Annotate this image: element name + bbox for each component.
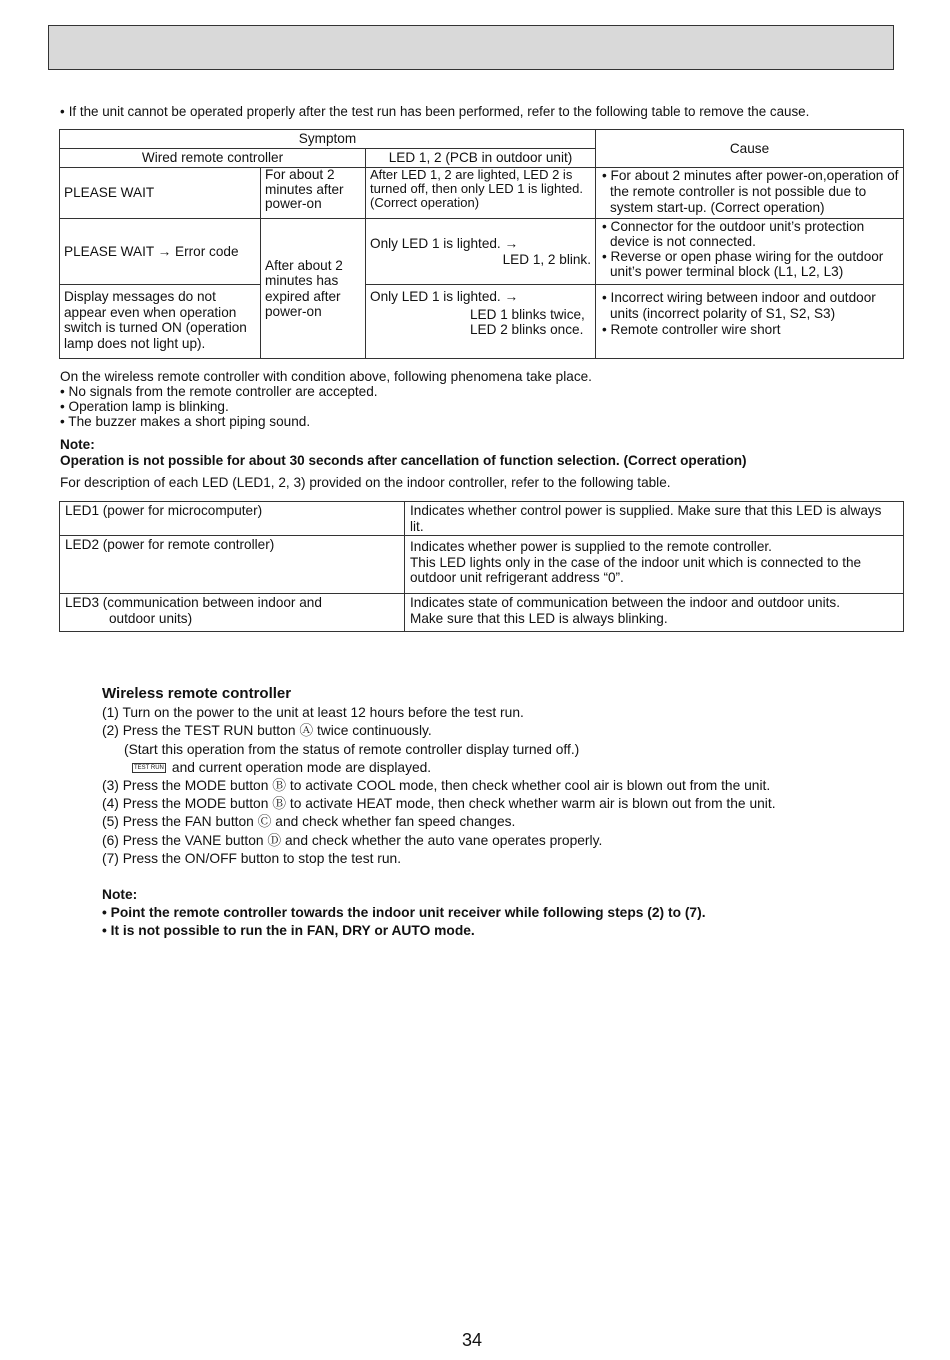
row1-led: After LED 1, 2 are lighted, LED 2 is turned off, then only LED 1 is lighted. (Correct operation) xyxy=(366,168,596,219)
step-1: (1) Turn on the power to the unit at least 12 hours before the test run. xyxy=(102,705,524,721)
row3-cause: • Incorrect wiring between indoor and outdoor units (incorrect polarity of S1, S2, S3) • Remote controller wire short xyxy=(596,285,904,359)
led3-name: LED3 (communication between indoor and outdoor units) xyxy=(60,594,405,632)
list-item: • Operation lamp is blinking. xyxy=(60,399,229,414)
step-5: (5) Press the FAN button Ⓒ and check whether fan speed changes. xyxy=(102,814,516,830)
header-symptom: Symptom xyxy=(60,130,596,149)
step-3: (3) Press the MODE button Ⓑ to activate COOL mode, then check whether cool air is blown out from the unit. xyxy=(102,778,771,794)
step-2-display: TEST RUN and current operation mode are displayed. xyxy=(134,759,432,775)
row2-led: Only LED 1 is lighted. → LED 1, 2 blink. xyxy=(366,219,596,285)
note-item: • Point the remote controller towards the indoor unit receiver while following steps (2) to (7). xyxy=(102,905,706,921)
row3-led: Only LED 1 is lighted. → LED 1 blinks twice, LED 2 blinks once. xyxy=(366,285,596,359)
header-cause: Cause xyxy=(596,130,904,168)
led-table xyxy=(59,501,904,632)
list-item: • The buzzer makes a short piping sound. xyxy=(60,414,311,429)
row1-timing: For about 2 minutes after power-on xyxy=(261,168,366,219)
step-2: (2) Press the TEST RUN button Ⓐ twice continuously. xyxy=(102,723,432,739)
symptom-table xyxy=(59,129,904,359)
row3-wired: Display messages do not appear even when operation switch is turned ON (operation lamp does not light up). xyxy=(60,285,261,359)
test-run-icon: TEST RUN xyxy=(134,765,164,772)
header-led: LED 1, 2 (PCB in outdoor unit) xyxy=(366,149,596,168)
intro-text: • If the unit cannot be operated properly after the test run has been performed, refer to the following table to remove the cause. xyxy=(60,104,810,119)
step-2-sub: (Start this operation from the status of remote controller display turned off.) xyxy=(124,741,580,757)
wireless-remote-section xyxy=(102,685,902,941)
row1-wired: PLEASE WAIT xyxy=(60,168,261,219)
note-item: • It is not possible to run the in FAN, DRY or AUTO mode. xyxy=(102,923,475,939)
row2-wired: PLEASE WAIT → Error code xyxy=(60,219,261,285)
step-7: (7) Press the ON/OFF button to stop the test run. xyxy=(102,850,402,866)
note-label: Note: xyxy=(102,887,138,903)
page-number: 34 xyxy=(462,1330,483,1350)
led-intro: For description of each LED (LED1, 2, 3) provided on the indoor controller, refer to the following table. xyxy=(60,475,671,490)
led1-desc: Indicates whether control power is supplied. Make sure that this LED is always lit. xyxy=(405,502,904,536)
note-block: Note: Operation is not possible for about 30 seconds after cancellation of function selection. (Correct operation) xyxy=(60,437,747,468)
led2-name: LED2 (power for remote controller) xyxy=(60,536,405,594)
step-4: (4) Press the MODE button Ⓑ to activate HEAT mode, then check whether warm air is blown out from the unit. xyxy=(102,796,776,812)
section-title: Wireless remote controller xyxy=(102,685,292,702)
list-item: • No signals from the remote controller are accepted. xyxy=(60,384,378,399)
step-6: (6) Press the VANE button Ⓓ and check whether the auto vane operates properly. xyxy=(102,832,603,848)
row2-cause: • Connector for the outdoor unit’s protection device is not connected. • Reverse or open phase wiring for the outdoor unit’s power terminal block (L1, L2, L3) xyxy=(596,219,904,285)
wireless-phenomena: On the wireless remote controller with condition above, following phenomena take place. • No signals from the remote controller are accepted. • Operation lamp is blinking. • The buzzer makes a short piping sound. xyxy=(60,369,910,429)
led2-desc: Indicates whether power is supplied to the remote controller. This LED lights only in the case of the indoor unit which is connected to the outdoor unit refrigerant address “0”. xyxy=(405,536,904,594)
header-bar xyxy=(48,25,894,70)
row2-timing: After about 2 minutes has expired after power-on xyxy=(261,219,366,359)
header-wired: Wired remote controller xyxy=(60,149,366,168)
led3-desc: Indicates state of communication between the indoor and outdoor units. Make sure that this LED is always blinking. xyxy=(405,594,904,632)
led1-name: LED1 (power for microcomputer) xyxy=(60,502,405,536)
row1-cause: • For about 2 minutes after power-on,operation of the remote controller is not possible due to system start-up. (Correct operation) xyxy=(596,168,904,219)
